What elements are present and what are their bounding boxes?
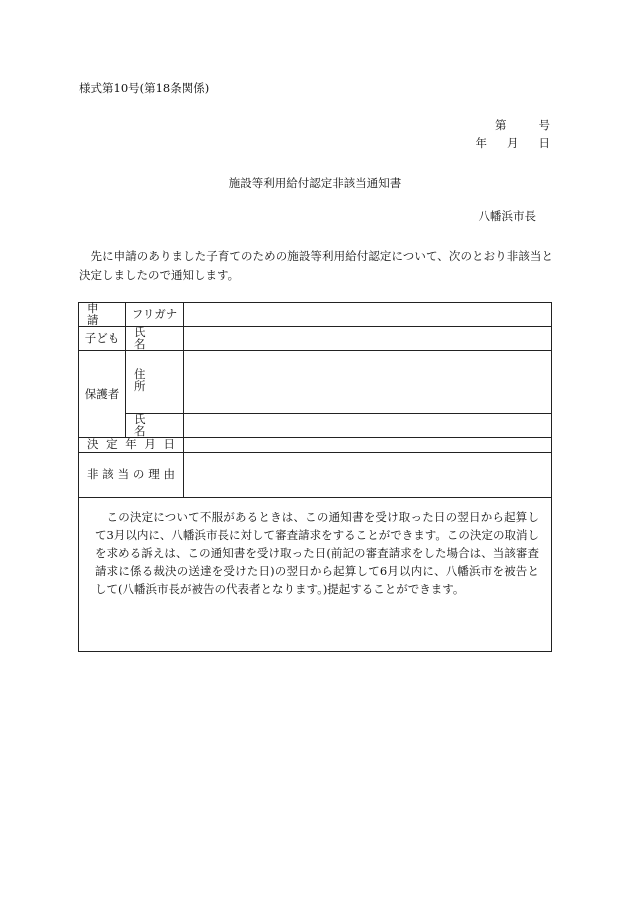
guardian-name-value (184, 414, 552, 438)
address-value (184, 351, 552, 414)
date-month-label: 月 (507, 136, 519, 150)
furigana-value (184, 303, 552, 327)
child-name-value (184, 327, 552, 351)
document-title: 施設等利用給付認定非該当通知書 (228, 176, 402, 190)
reason-label: 非該当の理由 (79, 453, 184, 498)
child-label-line2: 子ども (79, 327, 126, 351)
issuer-name: 八幡浜市長 (478, 209, 536, 223)
appeal-notice: この決定について不服があるときは、この通知書を受け取った日の翌日から起算して3月以内に、八幡浜市長に対して審査請求をすることができます。この決定の取消しを求める訴えは、この通知書を受け取った日(前記の審査請求をした場合は、当該審査請求に係る裁決の送達を受けた日)の翌日から起算して6月以内に、八幡浜市を被告として(八幡浜市長が被告の代表者となります。)提起することができます。 (79, 498, 552, 652)
decision-date-label: 決定年月日 (79, 438, 184, 453)
row-decision-date (79, 438, 552, 453)
row-guardian-name (79, 414, 552, 438)
document-number (495, 120, 550, 132)
body-paragraph: 先に申請のありました子育てのための施設等利用給付認定について、次のとおり非該当と決定しましたので通知します。 (79, 249, 553, 282)
number-label-dai: 第 (495, 118, 507, 132)
furigana-label: フリガナ (126, 303, 184, 327)
form-number: 様式第10号(第18条関係) (79, 81, 210, 95)
date-day-label: 日 (538, 136, 550, 150)
row-child-name (79, 327, 552, 351)
row-notice (79, 498, 552, 652)
row-reason (79, 453, 552, 498)
notice-form-table (78, 302, 552, 652)
row-furigana (79, 303, 552, 327)
issue-date (456, 138, 551, 150)
reason-value (184, 453, 552, 498)
row-guardian-address (79, 351, 552, 414)
address-label: 住 所 (126, 351, 184, 414)
date-year-label: 年 (475, 136, 487, 150)
number-label-go: 号 (538, 118, 550, 132)
child-name-label: 氏 名 (126, 327, 184, 351)
decision-date-value (184, 438, 552, 453)
guardian-name-label: 氏 名 (126, 414, 184, 438)
guardian-label: 保護者 (79, 351, 126, 438)
child-label-line1: 申 請 (79, 303, 126, 327)
